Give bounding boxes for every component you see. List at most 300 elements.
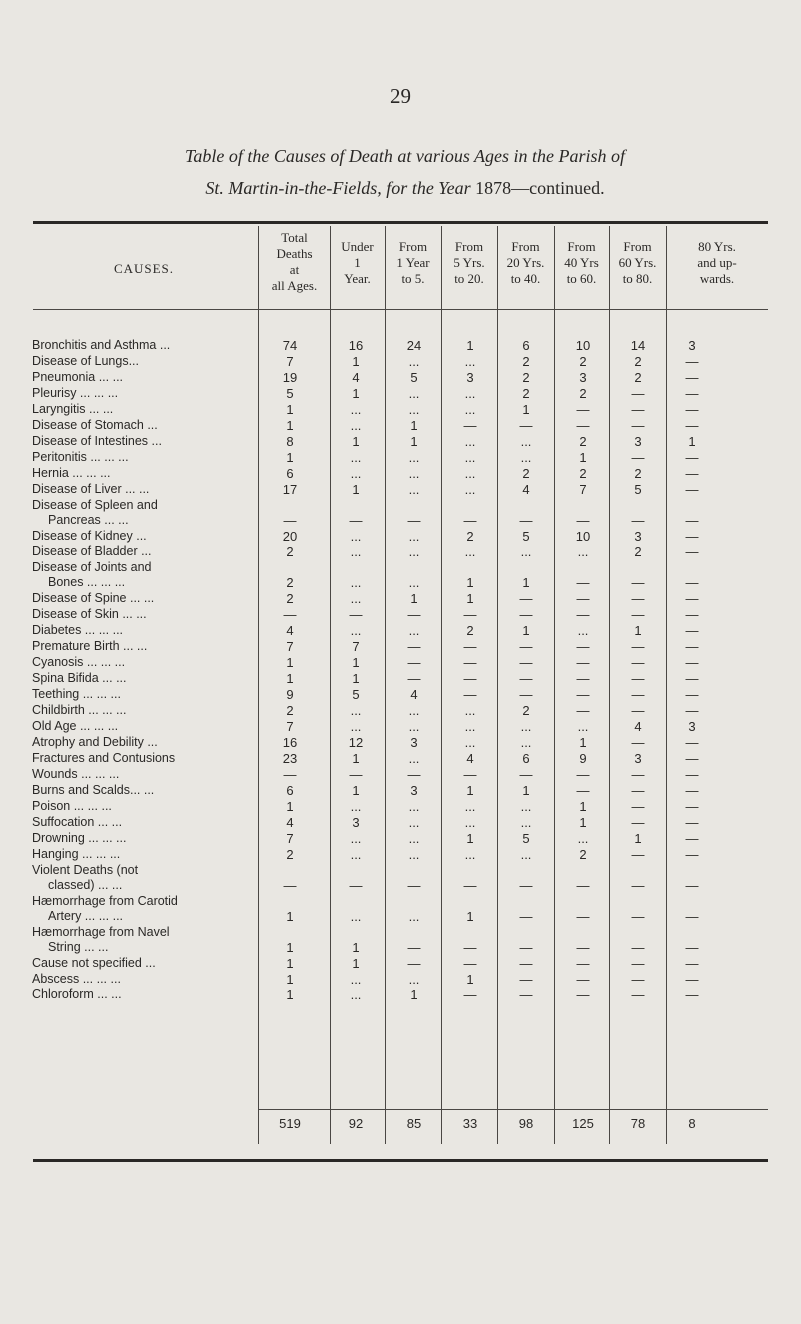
cause-label [32, 434, 256, 449]
table-cell: — [631, 782, 645, 798]
table-cell: 3 [634, 750, 642, 766]
table-cell: — [631, 607, 645, 623]
table-cell: 6 [286, 782, 294, 798]
table-cell: 2 [579, 433, 587, 449]
table-cell: — [463, 512, 477, 528]
table-cell: ... [520, 846, 532, 862]
table-cell: 12 [348, 734, 364, 750]
table-cell: ... [408, 908, 420, 924]
table-cell: 1 [352, 353, 360, 369]
table-cell: ... [350, 846, 362, 862]
table-cell: ... [464, 481, 476, 497]
table-cell: ... [520, 433, 532, 449]
cause-label-line: Chloroform ... ... [32, 987, 122, 1002]
column-header-line: 20 Yrs. [506, 255, 545, 270]
table-cell: ... [350, 623, 362, 639]
table-cell: — [631, 939, 645, 955]
table-cell: 2 [286, 703, 294, 719]
column-header-line: to 60. [566, 271, 597, 286]
table-cell: ... [350, 908, 362, 924]
column-header-line: Under [341, 239, 374, 254]
table-cell: — [631, 766, 645, 782]
cause-label [32, 894, 256, 924]
table-cell: 1 [286, 987, 294, 1003]
table-cell: — [685, 385, 699, 401]
column-header-line: and up- [697, 255, 737, 270]
cause-label [32, 687, 256, 702]
cause-label-line: Hanging ... ... ... [32, 846, 121, 861]
table-cell: 2 [579, 846, 587, 862]
table-cell: 5 [522, 830, 530, 846]
total-cell: 85 [406, 1116, 422, 1131]
table-cell: 3 [688, 719, 696, 734]
table-cell: ... [464, 385, 476, 401]
cause-label-line: Cause not specified ... [32, 955, 156, 970]
table-cell: — [576, 655, 590, 671]
cause-label-line: Disease of Intestines ... [32, 433, 162, 448]
table-cell: ... [350, 798, 362, 814]
title-year: 1878 [475, 178, 512, 198]
table-cell: ... [520, 449, 532, 465]
column-header-line: From [511, 239, 540, 254]
column-header [441, 239, 497, 287]
column-header [497, 239, 554, 287]
column-divider [497, 226, 498, 1144]
table-cell: 1 [688, 433, 696, 449]
table-cell: 1 [579, 814, 587, 830]
column-header [259, 230, 330, 294]
table-cell: — [685, 591, 699, 607]
table-cell: — [349, 877, 363, 893]
table-cell: — [463, 987, 477, 1003]
column-header-line: 80 Yrs. [698, 239, 736, 254]
table-cell: 23 [282, 750, 298, 766]
table-cell: — [463, 955, 477, 971]
table-cell: 4 [286, 623, 294, 639]
table-cell: ... [520, 544, 532, 560]
table-cell: — [576, 512, 590, 528]
table-cell: 2 [634, 353, 642, 369]
table-cell: 1 [466, 971, 474, 987]
cause-label [32, 591, 256, 606]
table-cell: — [685, 734, 699, 750]
table-cell: 2 [579, 353, 587, 369]
table-cell: ... [464, 798, 476, 814]
table-cell: ... [408, 401, 420, 417]
table-cell: 2 [634, 544, 642, 560]
table-cell: ... [350, 987, 362, 1003]
table-cell: ... [350, 449, 362, 465]
table-cell: 7 [579, 481, 587, 497]
cause-label [32, 799, 256, 814]
table-cell: ... [464, 433, 476, 449]
table-cell: — [685, 481, 699, 497]
column-divider [609, 226, 610, 1144]
table-cell: 3 [410, 782, 418, 798]
table-cell: 1 [466, 575, 474, 591]
table-cell: 5 [522, 528, 530, 544]
cause-label-line: Disease of Liver ... ... [32, 481, 150, 496]
cause-label [32, 767, 256, 782]
title-suffix: —continued. [511, 178, 605, 198]
cause-label-line: Disease of Lungs... [32, 353, 140, 368]
cause-label-line: Abscess ... ... ... [32, 971, 121, 986]
cause-label [32, 831, 256, 846]
table-cell: — [519, 687, 533, 703]
table-cell: ... [464, 465, 476, 481]
cause-label-line: Fractures and Contusions [32, 750, 176, 765]
table-cell: 1 [466, 908, 474, 924]
table-cell: 4 [634, 719, 642, 734]
table-cell: — [576, 955, 590, 971]
table-cell: 1 [286, 908, 294, 924]
cause-label [32, 735, 256, 750]
table-cell: — [685, 908, 699, 924]
table-cell: — [576, 703, 590, 719]
table-cell: ... [464, 734, 476, 750]
column-header-line: to 40. [510, 271, 541, 286]
table-cell: 1 [286, 671, 294, 687]
table-cell: 1 [410, 433, 418, 449]
table-cell: ... [350, 971, 362, 987]
table-cell: 1 [522, 575, 530, 591]
table-cell: 5 [352, 687, 360, 703]
table-cell: ... [577, 830, 589, 846]
table-cell: 1 [352, 655, 360, 671]
cause-label [32, 402, 256, 417]
table-cell: — [283, 512, 297, 528]
cause-label [32, 498, 256, 528]
table-cell: 1 [579, 798, 587, 814]
table-cell: — [407, 877, 421, 893]
column-divider [441, 226, 442, 1144]
table-cell: — [407, 766, 421, 782]
table-cell: — [519, 655, 533, 671]
table-cell: — [463, 655, 477, 671]
table-cell: — [519, 939, 533, 955]
table-cell: ... [408, 623, 420, 639]
table-cell: — [685, 639, 699, 655]
cause-label-line: Spina Bifida ... ... [32, 671, 127, 686]
table-cell: — [349, 512, 363, 528]
table-cell: ... [408, 385, 420, 401]
table-cell: ... [408, 830, 420, 846]
table-cell: — [576, 939, 590, 955]
cause-label [32, 783, 256, 798]
table-cell: — [685, 465, 699, 481]
table-cell: — [576, 591, 590, 607]
table-cell: 2 [522, 465, 530, 481]
cause-label-line: Disease of Skin ... ... [32, 607, 147, 622]
table-cell: — [685, 401, 699, 417]
table-cell: ... [408, 544, 420, 560]
cause-label-line: Atrophy and Debility ... [32, 734, 158, 749]
table-cell: — [631, 449, 645, 465]
cause-label [32, 639, 256, 654]
table-cell: — [685, 623, 699, 639]
table-cell: 10 [575, 338, 591, 353]
cause-label-line: Poison ... ... ... [32, 798, 112, 813]
table-cell: ... [350, 544, 362, 560]
table-cell: — [576, 782, 590, 798]
table-cell: 2 [522, 703, 530, 719]
table-cell: 9 [286, 687, 294, 703]
cause-label-line: String ... ... [48, 939, 109, 954]
column-divider [385, 226, 386, 1144]
table-cell: — [463, 766, 477, 782]
table-cell: 7 [352, 639, 360, 655]
table-cell: 1 [634, 623, 642, 639]
column-header [554, 239, 609, 287]
table-cell: 1 [410, 591, 418, 607]
table-cell: — [685, 544, 699, 560]
table-cell: ... [408, 449, 420, 465]
column-header-line: 40 Yrs [564, 255, 599, 270]
table-cell: ... [520, 798, 532, 814]
table-cell: — [463, 687, 477, 703]
cause-label-line: Childbirth ... ... ... [32, 703, 127, 718]
page-number: 29 [390, 84, 411, 108]
table-cell: ... [408, 575, 420, 591]
table-cell: 1 [352, 955, 360, 971]
cause-label-line: classed) ... ... [48, 877, 123, 892]
cause-label [32, 815, 256, 830]
table-cell: — [631, 971, 645, 987]
table-cell: — [631, 908, 645, 924]
table-cell: ... [350, 591, 362, 607]
table-cell: — [631, 846, 645, 862]
table-cell: — [283, 766, 297, 782]
table-cell: 6 [522, 750, 530, 766]
cause-label [32, 972, 256, 987]
table-cell: ... [408, 846, 420, 862]
table-cell: 2 [579, 385, 587, 401]
table-cell: 1 [352, 939, 360, 955]
table-cell: — [519, 908, 533, 924]
table-cell: — [631, 703, 645, 719]
cause-label-line: Pleurisy ... ... ... [32, 385, 119, 400]
table-cell: — [576, 639, 590, 655]
table-cell: 1 [466, 591, 474, 607]
column-header-line: Total [281, 230, 308, 245]
column-header-line: 5 Yrs. [453, 255, 485, 270]
table-cell: 1 [352, 433, 360, 449]
table-cell: — [631, 955, 645, 971]
table-cell: — [519, 417, 533, 433]
table-cell: — [685, 877, 699, 893]
table-cell: ... [408, 750, 420, 766]
table-cell: — [519, 639, 533, 655]
table-cell: — [407, 512, 421, 528]
column-header-line: to 5. [401, 271, 425, 286]
table-cell: 7 [286, 830, 294, 846]
table-cell: — [407, 939, 421, 955]
table-cell: 1 [352, 671, 360, 687]
table-cell: 1 [286, 401, 294, 417]
table-cell: 16 [282, 734, 298, 750]
table-top-rule [33, 221, 768, 224]
table-cell: 1 [286, 655, 294, 671]
table-cell: 3 [634, 528, 642, 544]
table-cell: — [463, 877, 477, 893]
table-cell: ... [350, 465, 362, 481]
table-cell: — [463, 639, 477, 655]
table-cell: 4 [286, 814, 294, 830]
cause-label [32, 386, 256, 401]
column-header-line: wards. [699, 271, 735, 286]
table-cell: 5 [286, 385, 294, 401]
table-cell: 2 [522, 385, 530, 401]
table-cell: — [283, 877, 297, 893]
table-cell: ... [350, 830, 362, 846]
table-cell: — [576, 687, 590, 703]
table-cell: ... [520, 814, 532, 830]
table-cell: — [685, 955, 699, 971]
column-header-line: Year. [344, 271, 371, 286]
table-cell: 1 [286, 971, 294, 987]
table-cell: — [685, 369, 699, 385]
table-cell: ... [350, 719, 362, 734]
table-cell: — [283, 607, 297, 623]
total-cell: 92 [348, 1116, 364, 1131]
column-divider [554, 226, 555, 1144]
table-cell: — [631, 987, 645, 1003]
table-cell: — [576, 671, 590, 687]
table-cell: 9 [579, 750, 587, 766]
cause-label [32, 925, 256, 955]
cause-label-line: Hæmorrhage from Carotid [32, 893, 178, 908]
table-cell: — [631, 798, 645, 814]
table-cell: — [685, 782, 699, 798]
table-cell: 2 [634, 369, 642, 385]
cause-label-line: Disease of Joints and [32, 560, 152, 575]
cause-label-line: Bronchitis and Asthma ... [32, 338, 171, 352]
table-cell: — [685, 607, 699, 623]
cause-label-line: Pneumonia ... ... [32, 369, 124, 384]
column-header-line: From [454, 239, 484, 254]
table-cell: — [685, 939, 699, 955]
table-cell: 1 [286, 939, 294, 955]
cause-label-line: Pancreas ... ... [48, 512, 129, 527]
table-cell: — [576, 417, 590, 433]
table-cell: 3 [466, 369, 474, 385]
table-cell: — [685, 830, 699, 846]
table-cell: 1 [286, 955, 294, 971]
table-cell: ... [350, 528, 362, 544]
cause-label [32, 370, 256, 385]
column-header [609, 239, 666, 287]
table-cell: — [407, 607, 421, 623]
table-cell: — [519, 591, 533, 607]
table-cell: ... [464, 544, 476, 560]
table-cell: ... [464, 401, 476, 417]
column-header-line: From [567, 239, 596, 254]
column-header-line: at [289, 262, 300, 277]
table-cell: — [576, 607, 590, 623]
title-line-2 [60, 172, 750, 204]
table-cell: ... [408, 798, 420, 814]
table-bottom-rule [33, 1159, 768, 1162]
table-cell: 20 [282, 528, 298, 544]
cause-label [32, 354, 256, 369]
title-line-1: Table of the Causes of Death at various Ages in the Parish of [185, 146, 625, 166]
table-cell: 1 [352, 481, 360, 497]
table-cell: ... [520, 719, 532, 734]
table-cell: ... [408, 528, 420, 544]
table-cell: — [685, 798, 699, 814]
table-cell: — [685, 987, 699, 1003]
table-cell: ... [350, 417, 362, 433]
table-cell: 19 [282, 369, 298, 385]
table-cell: — [685, 449, 699, 465]
table-cell: — [631, 734, 645, 750]
table-cell: — [685, 528, 699, 544]
table-cell: ... [408, 814, 420, 830]
table-cell: 2 [522, 369, 530, 385]
table-cell: — [631, 512, 645, 528]
column-header [330, 239, 385, 287]
table-cell: — [631, 671, 645, 687]
table-cell: 1 [634, 830, 642, 846]
cause-label-line: Teething ... ... ... [32, 687, 121, 702]
table-cell: — [519, 607, 533, 623]
table-cell: 5 [634, 481, 642, 497]
cause-label-line: Disease of Spleen and [32, 497, 158, 512]
table-cell: ... [464, 846, 476, 862]
table-cell: 1 [522, 401, 530, 417]
column-header-line: From [398, 239, 428, 254]
column-header-line: From [623, 239, 652, 254]
table-cell: 2 [286, 846, 294, 862]
table-cell: — [519, 877, 533, 893]
cause-label-line: Premature Birth ... ... [32, 639, 148, 654]
table-cell: ... [408, 703, 420, 719]
table-cell: ... [464, 449, 476, 465]
table-cell: — [631, 639, 645, 655]
cause-label [32, 703, 256, 718]
table-cell: ... [350, 401, 362, 417]
table-cell: — [631, 401, 645, 417]
table-cell: 4 [410, 687, 418, 703]
table-cell: — [519, 766, 533, 782]
table-cell: 4 [466, 750, 474, 766]
cause-label [32, 623, 256, 638]
table-cell: ... [464, 703, 476, 719]
cause-label [32, 847, 256, 862]
table-cell: 3 [634, 433, 642, 449]
table-cell: ... [464, 814, 476, 830]
causes-header: CAUSES. [113, 261, 175, 276]
table-cell: 1 [579, 449, 587, 465]
table-cell: — [631, 655, 645, 671]
table-cell: 1 [286, 417, 294, 433]
table-cell: 2 [466, 623, 474, 639]
table-cell: 4 [352, 369, 360, 385]
table-cell: 6 [286, 465, 294, 481]
total-rule [259, 1109, 768, 1110]
cause-label [32, 338, 256, 353]
table-cell: ... [408, 971, 420, 987]
column-header [666, 239, 768, 287]
column-header-line: to 20. [454, 271, 484, 286]
table-cell: ... [350, 703, 362, 719]
table-cell: — [685, 846, 699, 862]
column-header-line: 60 Yrs. [618, 255, 657, 270]
table-cell: — [685, 575, 699, 591]
table-cell: — [576, 766, 590, 782]
cause-label-line: Violent Deaths (not [32, 862, 139, 877]
table-cell: — [407, 639, 421, 655]
